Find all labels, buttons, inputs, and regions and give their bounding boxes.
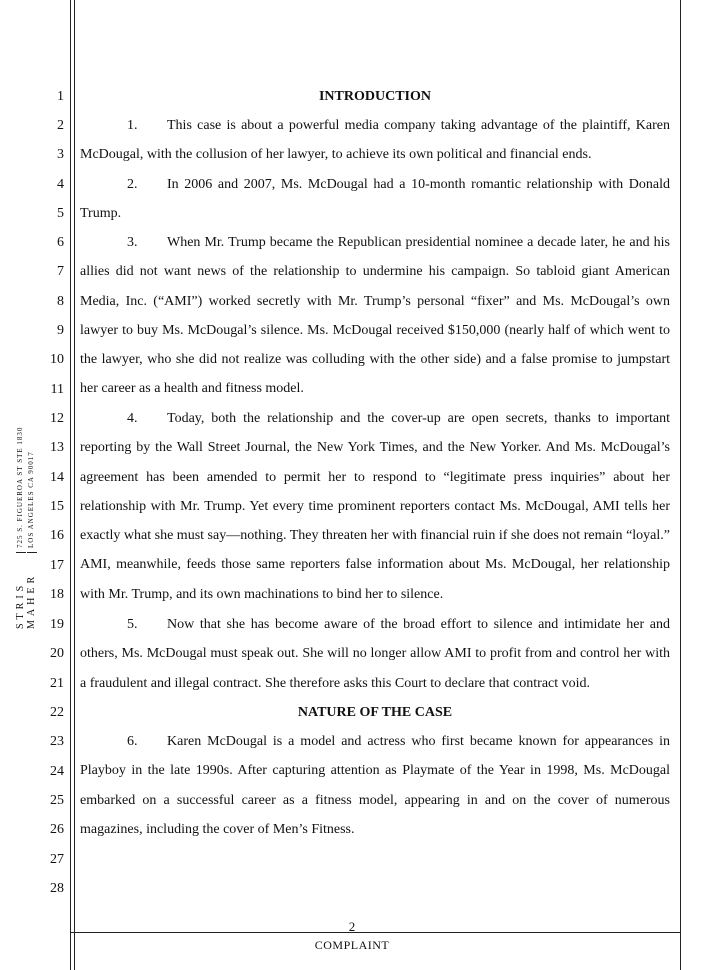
paragraph-number: 1.: [127, 118, 138, 133]
paragraph-text: Today, both the relationship and the cover-up are open secrets, thanks to important reporting by the Wall Street Journal, the New York Times, and the New Yorker. And Ms. McDougal’s agreement has been amended to permit her to respond to “legitimate press inquiries” about her relationship with Mr. Trump. Yet every time prominent reporters contact Ms. McDougal, AMI tells her exactly what she must say—nothing. They threaten her with financial ruin if she does not remain “loyal.” AMI, meanwhile, feeds those same reporters false information about Ms. McDougal, her relationship with Mr. Trump, and its own machinations to bind her to silence.: [80, 411, 670, 602]
paragraph-text: Now that she has become aware of the broad effort to silence and intimidate her and others, Ms. McDougal must speak out. She will no longer allow AMI to profit from and control her with a fraudulent and illegal contract. She therefore asks this Court to declare that contract void.: [80, 617, 670, 691]
paragraph-4: [80, 404, 670, 609]
firm-address-line2: LOS ANGELES CA 90017: [27, 451, 35, 548]
paragraph-text: In 2006 and 2007, Ms. McDougal had a 10-month romantic relationship with Donald Trump.: [80, 177, 670, 222]
paragraph-2: [80, 170, 670, 229]
line-number: 6: [57, 235, 64, 250]
line-number: 28: [50, 881, 64, 896]
line-number: 23: [50, 734, 64, 749]
line-number: 27: [50, 852, 64, 867]
right-margin-rule: [680, 0, 681, 970]
paragraph-number: 2.: [127, 177, 138, 192]
line-number: 4: [57, 177, 64, 192]
line-number: 3: [57, 147, 64, 162]
introduction-heading: INTRODUCTION: [318, 89, 431, 104]
line-number: 16: [50, 528, 64, 543]
line-number: 19: [50, 617, 64, 632]
line-number: 8: [57, 294, 64, 309]
line-number: 20: [50, 646, 64, 661]
line-number: 13: [50, 440, 64, 455]
firm-address-line1: 725 S. FIGUEROA ST STE 1830: [16, 426, 24, 548]
law-firm-sidebar: [15, 389, 49, 629]
firm-name-line1: STRIS: [15, 581, 26, 629]
page-number: 2: [348, 919, 356, 934]
paragraph-number: 3.: [127, 235, 138, 250]
left-margin-rule-inner: [74, 0, 75, 970]
paragraph-1: [80, 111, 670, 170]
footer-document-title: COMPLAINT: [314, 938, 390, 952]
line-number: 12: [50, 411, 64, 426]
paragraph-6: [80, 727, 670, 844]
line-number: 10: [50, 352, 64, 367]
paragraph-text: This case is about a powerful media company taking advantage of the plaintiff, Karen McDougal, with the collusion of her lawyer, to achieve its own political and financial ends.: [80, 118, 670, 163]
paragraph-text: When Mr. Trump became the Republican presidential nominee a decade later, he and his allies did not want news of the relationship to undermine his campaign. So tabloid giant American Media, Inc. (“AMI”) worked secretly with Mr. Trump’s personal “fixer” and Ms. McDougal’s own lawyer to buy Ms. McDougal’s silence. Ms. McDougal received $150,000 (nearly half of which went to the lawyer, who she did not realize was colluding with the other side) and a false promise to jumpstart her career as a health and fitness model.: [80, 235, 670, 397]
line-number: 5: [57, 206, 64, 221]
left-margin-rule-outer: [70, 0, 71, 970]
firm-divider: [16, 552, 26, 553]
line-number: 26: [50, 822, 64, 837]
nature-of-case-heading: NATURE OF THE CASE: [297, 705, 453, 720]
paragraph-5: [80, 610, 670, 698]
line-number: 14: [50, 470, 64, 485]
line-number: 1: [57, 89, 64, 104]
line-number: 24: [50, 764, 64, 779]
paragraph-number: 5.: [127, 617, 138, 632]
line-number: 11: [50, 382, 64, 397]
paragraph-text: Karen McDougal is a model and actress who first became known for appearances in Playboy in the late 1990s. After capturing attention as Playmate of the Year in 1998, Ms. McDougal embarked on a successful career as a fitness model, appearing in and on the cover of numerous magazines, including the cover of Men’s Fitness.: [80, 734, 670, 837]
line-number: 18: [50, 587, 64, 602]
paragraph-number: 4.: [127, 411, 138, 426]
line-number: 7: [57, 264, 64, 279]
line-number: 21: [50, 676, 64, 691]
line-number: 15: [50, 499, 64, 514]
line-number: 17: [50, 558, 64, 573]
firm-name-line2: MAHER: [26, 572, 37, 629]
paragraph-number: 6.: [127, 734, 138, 749]
line-number: 9: [57, 323, 64, 338]
line-number: 2: [57, 118, 64, 133]
firm-divider: [27, 552, 37, 553]
line-number: 22: [50, 705, 64, 720]
paragraph-3: [80, 228, 670, 404]
line-number: 25: [50, 793, 64, 808]
